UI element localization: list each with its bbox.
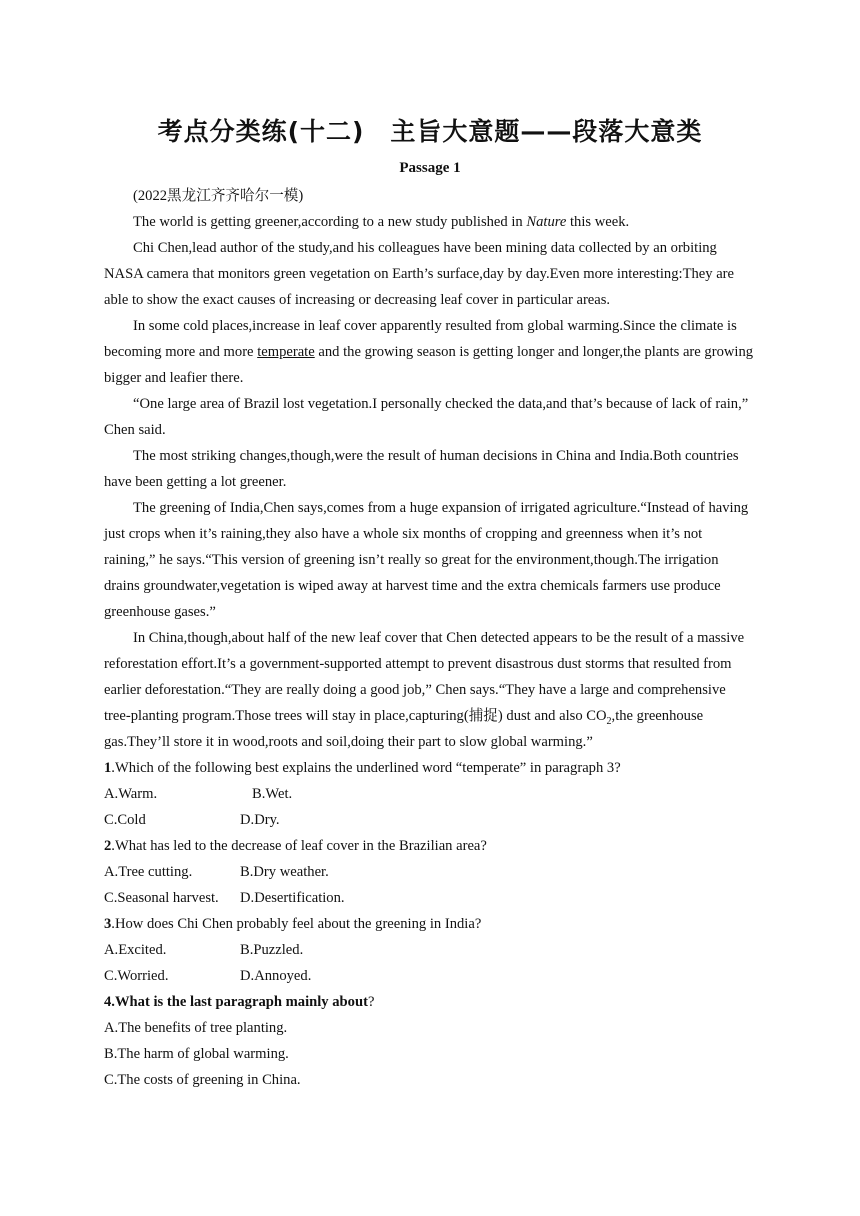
passage-label: Passage 1 — [399, 160, 461, 176]
option-a[interactable]: A.Excited. — [104, 942, 167, 958]
options-row — [104, 859, 756, 885]
paragraph-3-end: and the growing season is getting longer and longer,the plants are growing bigger and leafier there. — [104, 344, 754, 386]
question-number: 1 — [104, 760, 112, 776]
question-number: 3 — [104, 916, 112, 932]
option-c[interactable]: C.Seasonal harvest. — [104, 890, 219, 906]
option-d[interactable]: D.Dry. — [240, 812, 280, 828]
question-number: 4 — [104, 994, 112, 1010]
options-row — [104, 963, 756, 989]
paragraph-3 — [104, 313, 756, 391]
options-row — [104, 807, 756, 833]
option-a[interactable]: A.The benefits of tree planting. — [104, 1020, 288, 1036]
question-4 — [104, 989, 756, 1015]
option-a[interactable]: A.Tree cutting. — [104, 864, 193, 880]
question-stem-end: ? — [367, 994, 375, 1010]
question-1 — [104, 755, 756, 781]
journal-name: Nature — [526, 214, 567, 230]
question-number: 2 — [104, 838, 112, 854]
paragraph-7 — [104, 625, 756, 755]
paragraph-1-text: The world is getting greener,according to a new study published in — [133, 214, 527, 230]
paragraph-5: The most striking changes,though,were the result of human decisions in China and India.Both countries have been getting a lot greener. — [104, 448, 739, 490]
paragraph-7-text: In China,though,about half of the new leaf cover that Chen detected appears to be the result of a massive reforestation effort.It’s a government-supported attempt to prevent disastrous dust storms that resulted from earlier deforestation.“They are really doing a good job,” Chen says.“They have a large and comprehensive tree-planting program.Those trees will stay in place,capturing(捕捉) dust and also CO — [104, 630, 745, 724]
question-3 — [104, 911, 756, 937]
option-b[interactable]: B.Wet. — [252, 786, 293, 802]
source-note: (2022黑龙江齐齐哈尔一模) — [133, 188, 304, 204]
options-row — [104, 781, 756, 807]
option-a[interactable]: A.Warm. — [104, 786, 158, 802]
option-b[interactable]: B.The harm of global warming. — [104, 1046, 289, 1062]
underlined-word: temperate — [257, 344, 315, 360]
question-stem: .How does Chi Chen probably feel about the greening in India? — [111, 916, 482, 932]
question-2 — [104, 833, 756, 859]
option-b[interactable]: B.Puzzled. — [240, 942, 304, 958]
paragraph-6: The greening of India,Chen says,comes from a huge expansion of irrigated agriculture.“Instead of having just crops when it’s raining,they also have a whole six months of cropping and greenness when it’s not raining,” he says.“This version of greening isn’t really so great for the environment,though.The irrigation drains groundwater,vegetation is wiped away at harvest time and the extra chemicals farmers use produce greenhouse gases.” — [104, 500, 749, 620]
option-d[interactable]: D.Annoyed. — [240, 968, 312, 984]
paragraph-4: “One large area of Brazil lost vegetation.I personally checked the data,and that’s because of lack of rain,” Chen said. — [104, 396, 749, 438]
options-row — [104, 937, 756, 963]
paragraph-1 — [104, 209, 756, 235]
paragraph-7-end: ,the greenhouse gas.They’ll store it in wood,roots and soil,doing their part to slow global warming.” — [104, 708, 704, 750]
page-title: 考点分类练(十二) 主旨大意题——段落大意类 — [157, 117, 703, 146]
option-c[interactable]: C.The costs of greening in China. — [104, 1072, 301, 1088]
option-c[interactable]: C.Cold — [104, 812, 146, 828]
option-c[interactable]: C.Worried. — [104, 968, 169, 984]
paragraph-2: Chi Chen,lead author of the study,and his colleagues have been mining data collected by an orbiting NASA camera that monitors green vegetation on Earth’s surface,day by day.Even more interesting:They are able to show the exact causes of increasing or decreasing leaf cover in particular areas. — [104, 240, 735, 308]
options-row — [104, 885, 756, 911]
question-stem: .Which of the following best explains the underlined word “temperate” in paragraph 3? — [111, 760, 621, 776]
paragraph-1-end: this week. — [566, 214, 630, 230]
subscript-2: 2 — [606, 715, 612, 727]
question-stem: .What is the last paragraph mainly about — [111, 994, 368, 1010]
paragraph-3-text: In some cold places,increase in leaf cover apparently resulted from global warming.Since the climate is becoming more and more — [104, 318, 737, 360]
option-b[interactable]: B.Dry weather. — [240, 864, 329, 880]
option-d[interactable]: D.Desertification. — [240, 890, 345, 906]
question-stem: .What has led to the decrease of leaf cover in the Brazilian area? — [111, 838, 487, 854]
document-body — [104, 183, 756, 1093]
